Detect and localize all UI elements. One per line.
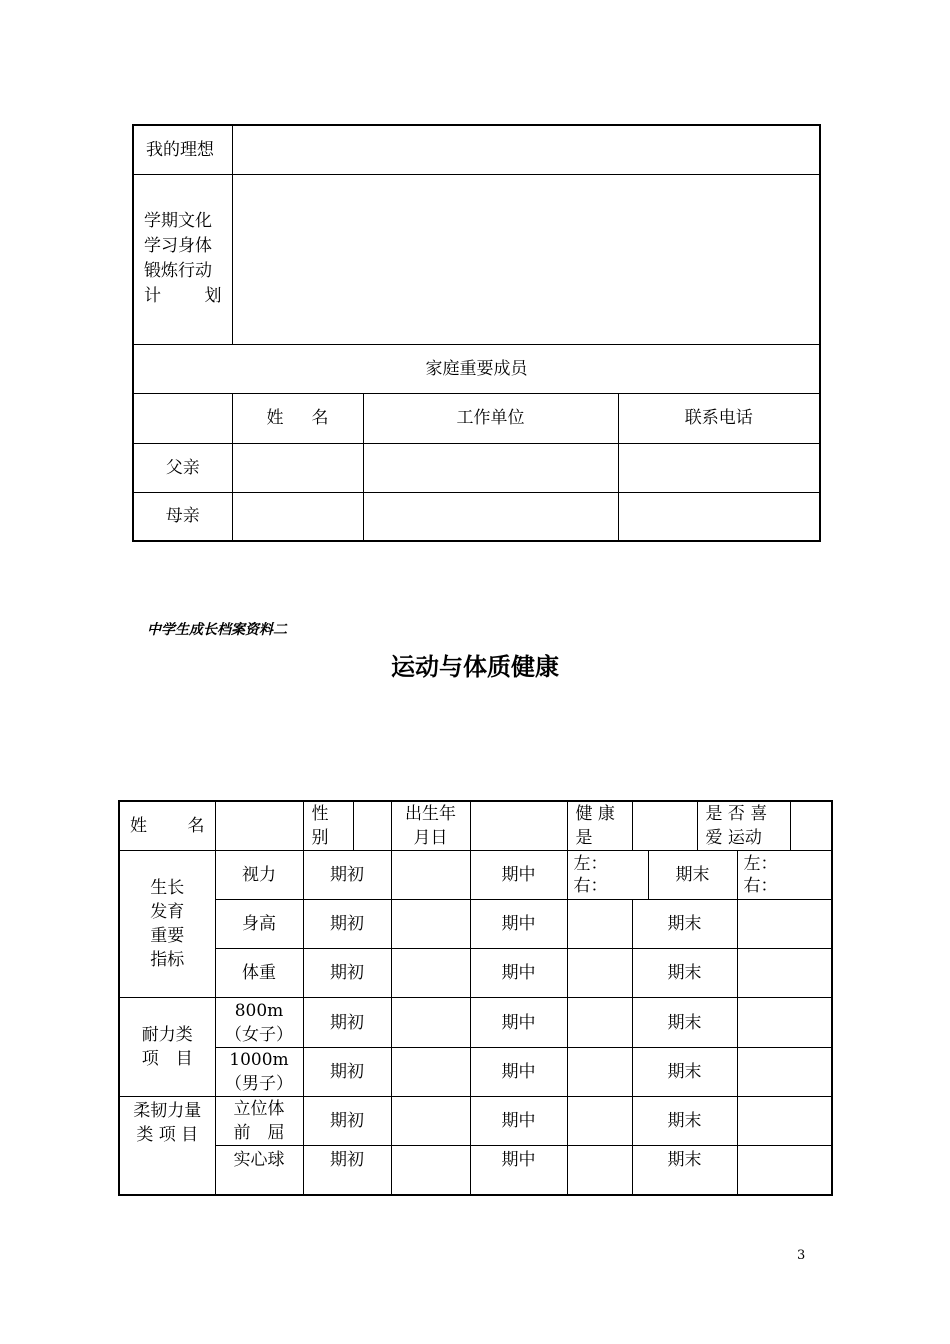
term-mid-label: 期中 (470, 851, 567, 900)
ideal-label: 我的理想 (133, 125, 232, 174)
term-start-label: 期初 (303, 1097, 391, 1146)
standing-bend-line: 立位体 (233, 1099, 285, 1119)
section-subtitle: 中学生成长档案资料二 (147, 622, 287, 638)
term-start-label: 期初 (303, 1146, 391, 1195)
birth-input-cell[interactable] (470, 801, 567, 851)
run-800-label (215, 998, 303, 1048)
right-eye-label: 右： (743, 876, 778, 896)
father-row (133, 443, 820, 492)
vision-label: 视力 (215, 851, 303, 900)
plan-label-line: 学习身体 (144, 236, 212, 256)
gender-label-line: 性 (311, 804, 329, 824)
ideal-row (133, 125, 820, 174)
page-number: 3 (797, 1248, 806, 1263)
section-title: 运动与体质健康 (391, 653, 559, 681)
term-end-label: 期末 (648, 851, 737, 900)
term-end-label: 期末 (632, 1048, 737, 1097)
plan-label-line: 学期文化 (144, 211, 212, 231)
term-end-label: 期末 (632, 1097, 737, 1146)
left-eye-label: 左： (743, 854, 778, 874)
weight-start-cell[interactable] (391, 949, 470, 998)
likes-sport-input-cell[interactable] (790, 801, 832, 851)
height-mid-cell[interactable] (567, 900, 632, 949)
col-name-char: 姓 (266, 408, 284, 428)
vision-end-cell[interactable] (737, 851, 832, 900)
mother-name-cell[interactable] (232, 492, 363, 541)
run-1000-mid-cell[interactable] (567, 1048, 632, 1097)
plan-label-line (144, 284, 222, 309)
flex-strength-label (119, 1097, 215, 1195)
growth-label-line: 指标 (150, 950, 185, 970)
plan-label-char: 计 (144, 286, 161, 306)
term-end-label: 期末 (632, 1146, 737, 1195)
gender-input-cell[interactable] (353, 801, 391, 851)
right-eye-label: 右： (573, 876, 608, 896)
weight-end-cell[interactable] (737, 949, 832, 998)
healthy-label-line: 是 (575, 828, 593, 848)
gender-label (303, 801, 353, 851)
medicine-ball-mid-cell[interactable] (567, 1146, 632, 1195)
term-mid-label: 期中 (470, 900, 567, 949)
growth-label (119, 851, 215, 998)
vision-row (119, 851, 832, 900)
father-label: 父亲 (133, 443, 232, 492)
birth-label (391, 801, 470, 851)
term-mid-label: 期中 (470, 1146, 567, 1195)
healthy-label (567, 801, 632, 851)
growth-label-line: 重要 (150, 926, 185, 946)
run-1000-gender: （男子） (225, 1074, 293, 1094)
term-end-label: 期末 (632, 998, 737, 1048)
gender-label-line: 别 (311, 828, 329, 848)
endurance-label-line: 耐力类 (141, 1025, 193, 1045)
likes-sport-label-line: 爱 运动 (705, 828, 762, 848)
run-800-start-cell[interactable] (391, 998, 470, 1048)
vision-start-cell[interactable] (391, 851, 470, 900)
col-name-char: 名 (311, 408, 329, 428)
run-1000-start-cell[interactable] (391, 1048, 470, 1097)
run-800-gender: （女子） (225, 1024, 293, 1045)
term-mid-label: 期中 (470, 949, 567, 998)
flex-label-line: 类 项 目 (136, 1125, 199, 1145)
term-start-label: 期初 (303, 1048, 391, 1097)
plan-row (133, 174, 820, 344)
family-header-row (133, 344, 820, 393)
term-end-label: 期末 (632, 900, 737, 949)
medicine-ball-start-cell[interactable] (391, 1146, 470, 1195)
medicine-ball-row (119, 1146, 832, 1195)
plan-label-line: 锻炼行动 (144, 261, 212, 281)
term-mid-label: 期中 (470, 1097, 567, 1146)
growth-label-line: 发育 (150, 902, 185, 922)
left-eye-label: 左： (573, 854, 608, 874)
growth-label-line: 生长 (150, 878, 185, 898)
mother-work-cell[interactable] (363, 492, 618, 541)
term-end-label: 期末 (632, 949, 737, 998)
run-1000-label (215, 1048, 303, 1097)
empty-corner-cell (133, 393, 232, 443)
father-phone-cell[interactable] (618, 443, 820, 492)
height-label: 身高 (215, 900, 303, 949)
family-table (132, 124, 821, 542)
standing-bend-mid-cell[interactable] (567, 1097, 632, 1146)
likes-sport-label-line: 是 否 喜 (705, 804, 768, 824)
term-start-label: 期初 (303, 900, 391, 949)
run-800-row (119, 998, 832, 1048)
birth-label-line: 月日 (413, 828, 448, 848)
father-work-cell[interactable] (363, 443, 618, 492)
col-phone-header: 联系电话 (618, 393, 820, 443)
father-name-cell[interactable] (232, 443, 363, 492)
mother-label: 母亲 (133, 492, 232, 541)
col-work-header: 工作单位 (363, 393, 618, 443)
birth-label-line: 出生年 (405, 804, 456, 824)
term-mid-label: 期中 (470, 1048, 567, 1097)
family-header: 家庭重要成员 (133, 344, 820, 393)
medicine-ball-end-cell[interactable] (737, 1146, 832, 1195)
endurance-label-line: 项 目 (141, 1049, 193, 1069)
basic-info-row (119, 801, 832, 851)
plan-label (133, 174, 232, 344)
term-mid-label: 期中 (470, 998, 567, 1048)
height-end-cell[interactable] (737, 900, 832, 949)
likes-sport-label (697, 801, 790, 851)
name-input-cell[interactable] (215, 801, 303, 851)
endurance-label (119, 998, 215, 1097)
weight-label: 体重 (215, 949, 303, 998)
medicine-ball-label: 实心球 (215, 1146, 303, 1195)
run-1000-distance: 1000m (229, 1050, 289, 1070)
name-label-char: 姓 (130, 816, 147, 836)
run-800-distance: 800m (234, 1000, 284, 1021)
run-800-end-cell[interactable] (737, 998, 832, 1048)
weight-mid-cell[interactable] (567, 949, 632, 998)
height-start-cell[interactable] (391, 900, 470, 949)
healthy-label-line: 健 康 (575, 804, 615, 824)
name-label-char: 名 (187, 816, 205, 836)
mother-row (133, 492, 820, 541)
standing-bend-end-cell[interactable] (737, 1097, 832, 1146)
run-800-mid-cell[interactable] (567, 998, 632, 1048)
standing-bend-start-cell[interactable] (391, 1097, 470, 1146)
standing-bend-row (119, 1097, 832, 1146)
col-name-header (232, 393, 363, 443)
standing-bend-label (215, 1097, 303, 1146)
height-row (119, 900, 832, 949)
flex-label-line: 柔韧力量 (133, 1101, 202, 1121)
term-start-label: 期初 (303, 949, 391, 998)
family-columns-row (133, 393, 820, 443)
mother-phone-cell[interactable] (618, 492, 820, 541)
weight-row (119, 949, 832, 998)
run-1000-row (119, 1048, 832, 1097)
run-1000-end-cell[interactable] (737, 1048, 832, 1097)
term-start-label: 期初 (303, 998, 391, 1048)
term-start-label: 期初 (303, 851, 391, 900)
name-label (119, 801, 215, 851)
vision-mid-cell[interactable] (567, 851, 648, 900)
health-table (118, 800, 833, 1196)
healthy-input-cell[interactable] (632, 801, 697, 851)
plan-label-char: 划 (204, 286, 222, 306)
ideal-input-cell[interactable] (232, 125, 820, 174)
standing-bend-line: 前 屈 (233, 1123, 285, 1143)
plan-input-cell[interactable] (232, 174, 820, 344)
